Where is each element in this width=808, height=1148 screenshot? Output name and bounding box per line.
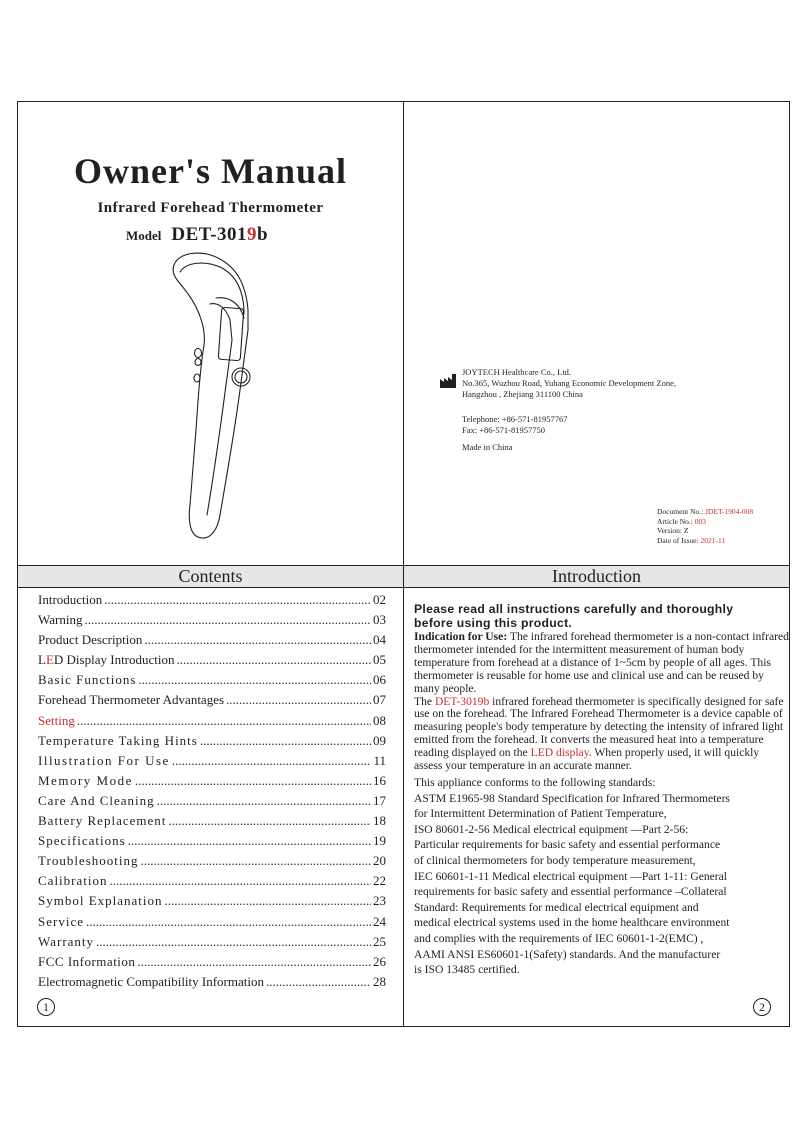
toc-leader — [200, 731, 371, 751]
toc-page: 11 — [373, 752, 386, 768]
toc-leader — [177, 650, 372, 670]
toc-page: 02 — [373, 592, 386, 607]
toc-item[interactable] — [38, 831, 386, 851]
toc-item[interactable] — [38, 610, 386, 630]
toc-page: 17 — [373, 792, 386, 808]
toc-item[interactable] — [38, 891, 386, 911]
standards-line: of clinical thermometers for body temperature measurement, — [414, 853, 696, 867]
toc-title: Product Description — [38, 632, 143, 648]
toc-item[interactable] — [38, 791, 386, 811]
standards-line: is ISO 13485 certified. — [414, 963, 520, 977]
toc-title: Illustration For Use — [38, 752, 170, 768]
toc-leader — [84, 610, 371, 630]
toc-title: Symbol Explanation — [38, 893, 163, 909]
description-model: DET-3019b — [434, 694, 490, 708]
toc-item[interactable] — [38, 690, 386, 710]
toc-title: Calibration — [38, 873, 108, 889]
toc-leader — [137, 952, 371, 972]
toc-title: Service — [38, 913, 84, 929]
toc-item[interactable] — [38, 972, 386, 992]
toc-item[interactable] — [38, 751, 386, 771]
toc-title: Setting — [38, 712, 75, 728]
article-number-row — [657, 517, 753, 527]
factory-icon — [440, 374, 456, 388]
side-button-low — [194, 374, 200, 382]
article-number: 003 — [694, 516, 706, 526]
toc-page: 20 — [373, 853, 386, 869]
standards-line: Particular requirements for basic safety and essential performance — [414, 838, 721, 852]
toc-item[interactable] — [38, 670, 386, 690]
model-suffix: b — [257, 224, 269, 245]
model-prefix: DET-301 — [171, 224, 248, 245]
issue-date-row — [657, 536, 753, 546]
toc-leader — [168, 811, 371, 831]
toc-page: 25 — [373, 933, 386, 949]
indication-text: The infrared forehead thermometer is a non-contact infrared thermometer intended for the intermittent measurement of human body temperature from forehead at a distance of 1~5cm by people of all ages. This thermometer is reusable for home use and clinical use and can be reused by many people. — [414, 630, 789, 695]
standards-line: medical electrical systems used in the home healthcare environment — [414, 916, 730, 930]
toc-leader — [157, 791, 371, 811]
toc-title — [38, 650, 175, 670]
model-label: Model — [126, 228, 162, 243]
toc-leader — [140, 851, 371, 871]
toc-item[interactable] — [38, 952, 386, 972]
toc-item[interactable] — [38, 711, 386, 731]
introduction-lead-line: before using this product. — [414, 616, 573, 630]
standards-list — [414, 775, 790, 978]
model-line — [126, 224, 268, 246]
version: Version: Z — [657, 526, 689, 535]
toc-page: 16 — [373, 772, 386, 788]
toc-title: Memory Mode — [38, 772, 133, 788]
toc-leader — [96, 932, 371, 952]
introduction-lead-line: Please read all instructions carefully and thoroughly — [414, 602, 734, 616]
document-number: JDET-1904-008 — [705, 507, 754, 516]
toc-leader — [86, 912, 371, 932]
toc-leader — [110, 871, 372, 891]
fax: Fax: +86-571-81957750 — [462, 425, 545, 435]
toc-page: 26 — [373, 953, 386, 969]
introduction-lead — [414, 602, 790, 630]
document-number-row — [657, 507, 753, 517]
standards-line: requirements for basic safety and essential performance –Collateral — [414, 885, 727, 899]
toc-title: Introduction — [38, 592, 103, 607]
toc-leader — [165, 891, 371, 911]
description-paragraph — [414, 696, 790, 773]
article-number-label: Article No.: — [657, 516, 695, 526]
document-info — [657, 507, 753, 545]
document-number-label: Document No.: — [657, 507, 706, 516]
toc-title: FCC Information — [38, 953, 136, 969]
side-button-top — [195, 349, 202, 358]
toc-page: 03 — [373, 612, 386, 628]
toc-page: 04 — [373, 632, 386, 648]
toc-title: Warning — [38, 612, 83, 628]
model-highlight: 9 — [247, 224, 258, 245]
toc-title: Basic Functions — [38, 672, 137, 688]
made-in: Made in China — [462, 442, 513, 452]
toc-title: Forehead Thermometer Advantages — [38, 692, 225, 708]
toc-leader — [104, 590, 371, 610]
toc-item[interactable] — [38, 650, 386, 670]
manufacturer-name: JOYTECH Healthcare Co., Ltd. — [462, 367, 572, 377]
toc-item[interactable] — [38, 851, 386, 871]
standards-line: Standard: Requirements for medical electrical equipment and — [414, 900, 699, 914]
toc-item[interactable] — [38, 932, 386, 952]
toc-title: Battery Replacement — [38, 813, 167, 829]
toc-title: Warranty — [38, 933, 95, 949]
standards-line: and complies with the requirements of IEC 60601-1-2(EMC) , — [414, 931, 704, 945]
toc-page: 24 — [373, 913, 386, 929]
toc-leader — [266, 972, 371, 992]
toc-title: Care And Cleaning — [38, 792, 155, 808]
contents-heading: Contents — [18, 566, 403, 588]
standards-line: for Intermittent Determination of Patient Temperature, — [414, 807, 667, 821]
page-number-left: 1 — [37, 998, 55, 1016]
page-divider-vertical — [403, 101, 404, 1027]
toc-page: 19 — [373, 833, 386, 849]
manufacturer-address-2: Hangzhou , Zhejiang 311100 China — [462, 389, 583, 399]
introduction-body — [414, 602, 790, 978]
side-button-mid — [195, 359, 201, 366]
toc-leader — [135, 771, 371, 791]
standards-line: This appliance conforms to the following standards: — [414, 775, 656, 789]
toc-title-part: L — [38, 652, 46, 668]
description-text: . When properly used, it will quickly assess your temperature in an accurate manner. — [414, 746, 760, 773]
manufacturer-address-1: No.365, Wuzhou Road, Yuhang Economic Development Zone, — [462, 378, 677, 388]
toc-item[interactable] — [38, 912, 386, 932]
toc-title: Specifications — [38, 833, 126, 849]
toc-title-part: E — [45, 652, 54, 668]
toc-title-part: D Display Introduction — [53, 652, 175, 668]
toc-title: Temperature Taking Hints — [38, 732, 198, 748]
toc-leader — [77, 711, 371, 731]
toc-leader — [128, 831, 371, 851]
toc-leader — [172, 751, 372, 771]
toc-page: 05 — [373, 652, 386, 668]
telephone: Telephone: +86-571-81957767 — [462, 414, 568, 424]
issue-date: 2021-11 — [700, 535, 726, 545]
manufacturer-block — [462, 367, 676, 400]
description-led: LED display — [530, 746, 589, 760]
toc-page: 07 — [373, 692, 386, 708]
table-of-contents — [38, 590, 386, 992]
toc-page: 09 — [373, 732, 386, 748]
toc-page: 23 — [373, 893, 386, 909]
toc-leader — [144, 630, 371, 650]
cover-subtitle: Infrared Forehead Thermometer — [97, 200, 324, 216]
toc-page: 08 — [373, 712, 386, 728]
indication-paragraph — [414, 631, 790, 696]
toc-item[interactable] — [38, 771, 386, 791]
toc-item[interactable] — [38, 630, 386, 650]
toc-page: 22 — [373, 873, 386, 889]
toc-page: 06 — [373, 672, 386, 688]
toc-title: Electromagnetic Compatibility Information — [38, 973, 264, 989]
toc-title: Troubleshooting — [38, 853, 139, 869]
page-number-right: 2 — [753, 998, 771, 1016]
description-text: The — [414, 694, 435, 708]
indication-label: Indication for Use: — [414, 630, 508, 643]
standards-line: ISO 80601-2-56 Medical electrical equipment —Part 2-56: — [414, 822, 689, 836]
contact-block — [462, 414, 567, 436]
toc-page: 28 — [373, 973, 386, 989]
cover-title: Owner's Manual — [73, 151, 347, 191]
toc-item[interactable] — [38, 811, 386, 831]
model-number — [171, 224, 268, 245]
toc-item[interactable] — [38, 590, 386, 610]
toc-item[interactable] — [38, 871, 386, 891]
issue-date-label: Date of Issue: — [657, 535, 701, 545]
standards-line: ASTM E1965-98 Standard Specification for Infrared Thermometers — [414, 791, 730, 805]
description-text: infrared forehead thermometer is specifically designed for safe use on the forehead. The Infrared Forehead Thermometer is a device capable of measuring people's body temperature by detecting the intensity of infrared light emitted from the forehead. It converts the measured heat into a temperature reading displayed on the — [414, 694, 784, 760]
standards-line: IEC 60601-1-11 Medical electrical equipment —Part 1-11: General — [414, 869, 728, 883]
standards-line: AAMI ANSI ES60601-1(Safety) standards. And the manufacturer — [414, 947, 721, 961]
toc-page: 18 — [373, 813, 386, 829]
toc-leader — [138, 670, 371, 690]
toc-leader — [226, 690, 371, 710]
thermometer-illustration — [160, 250, 270, 545]
toc-item[interactable] — [38, 731, 386, 751]
introduction-heading: Introduction — [404, 566, 789, 588]
